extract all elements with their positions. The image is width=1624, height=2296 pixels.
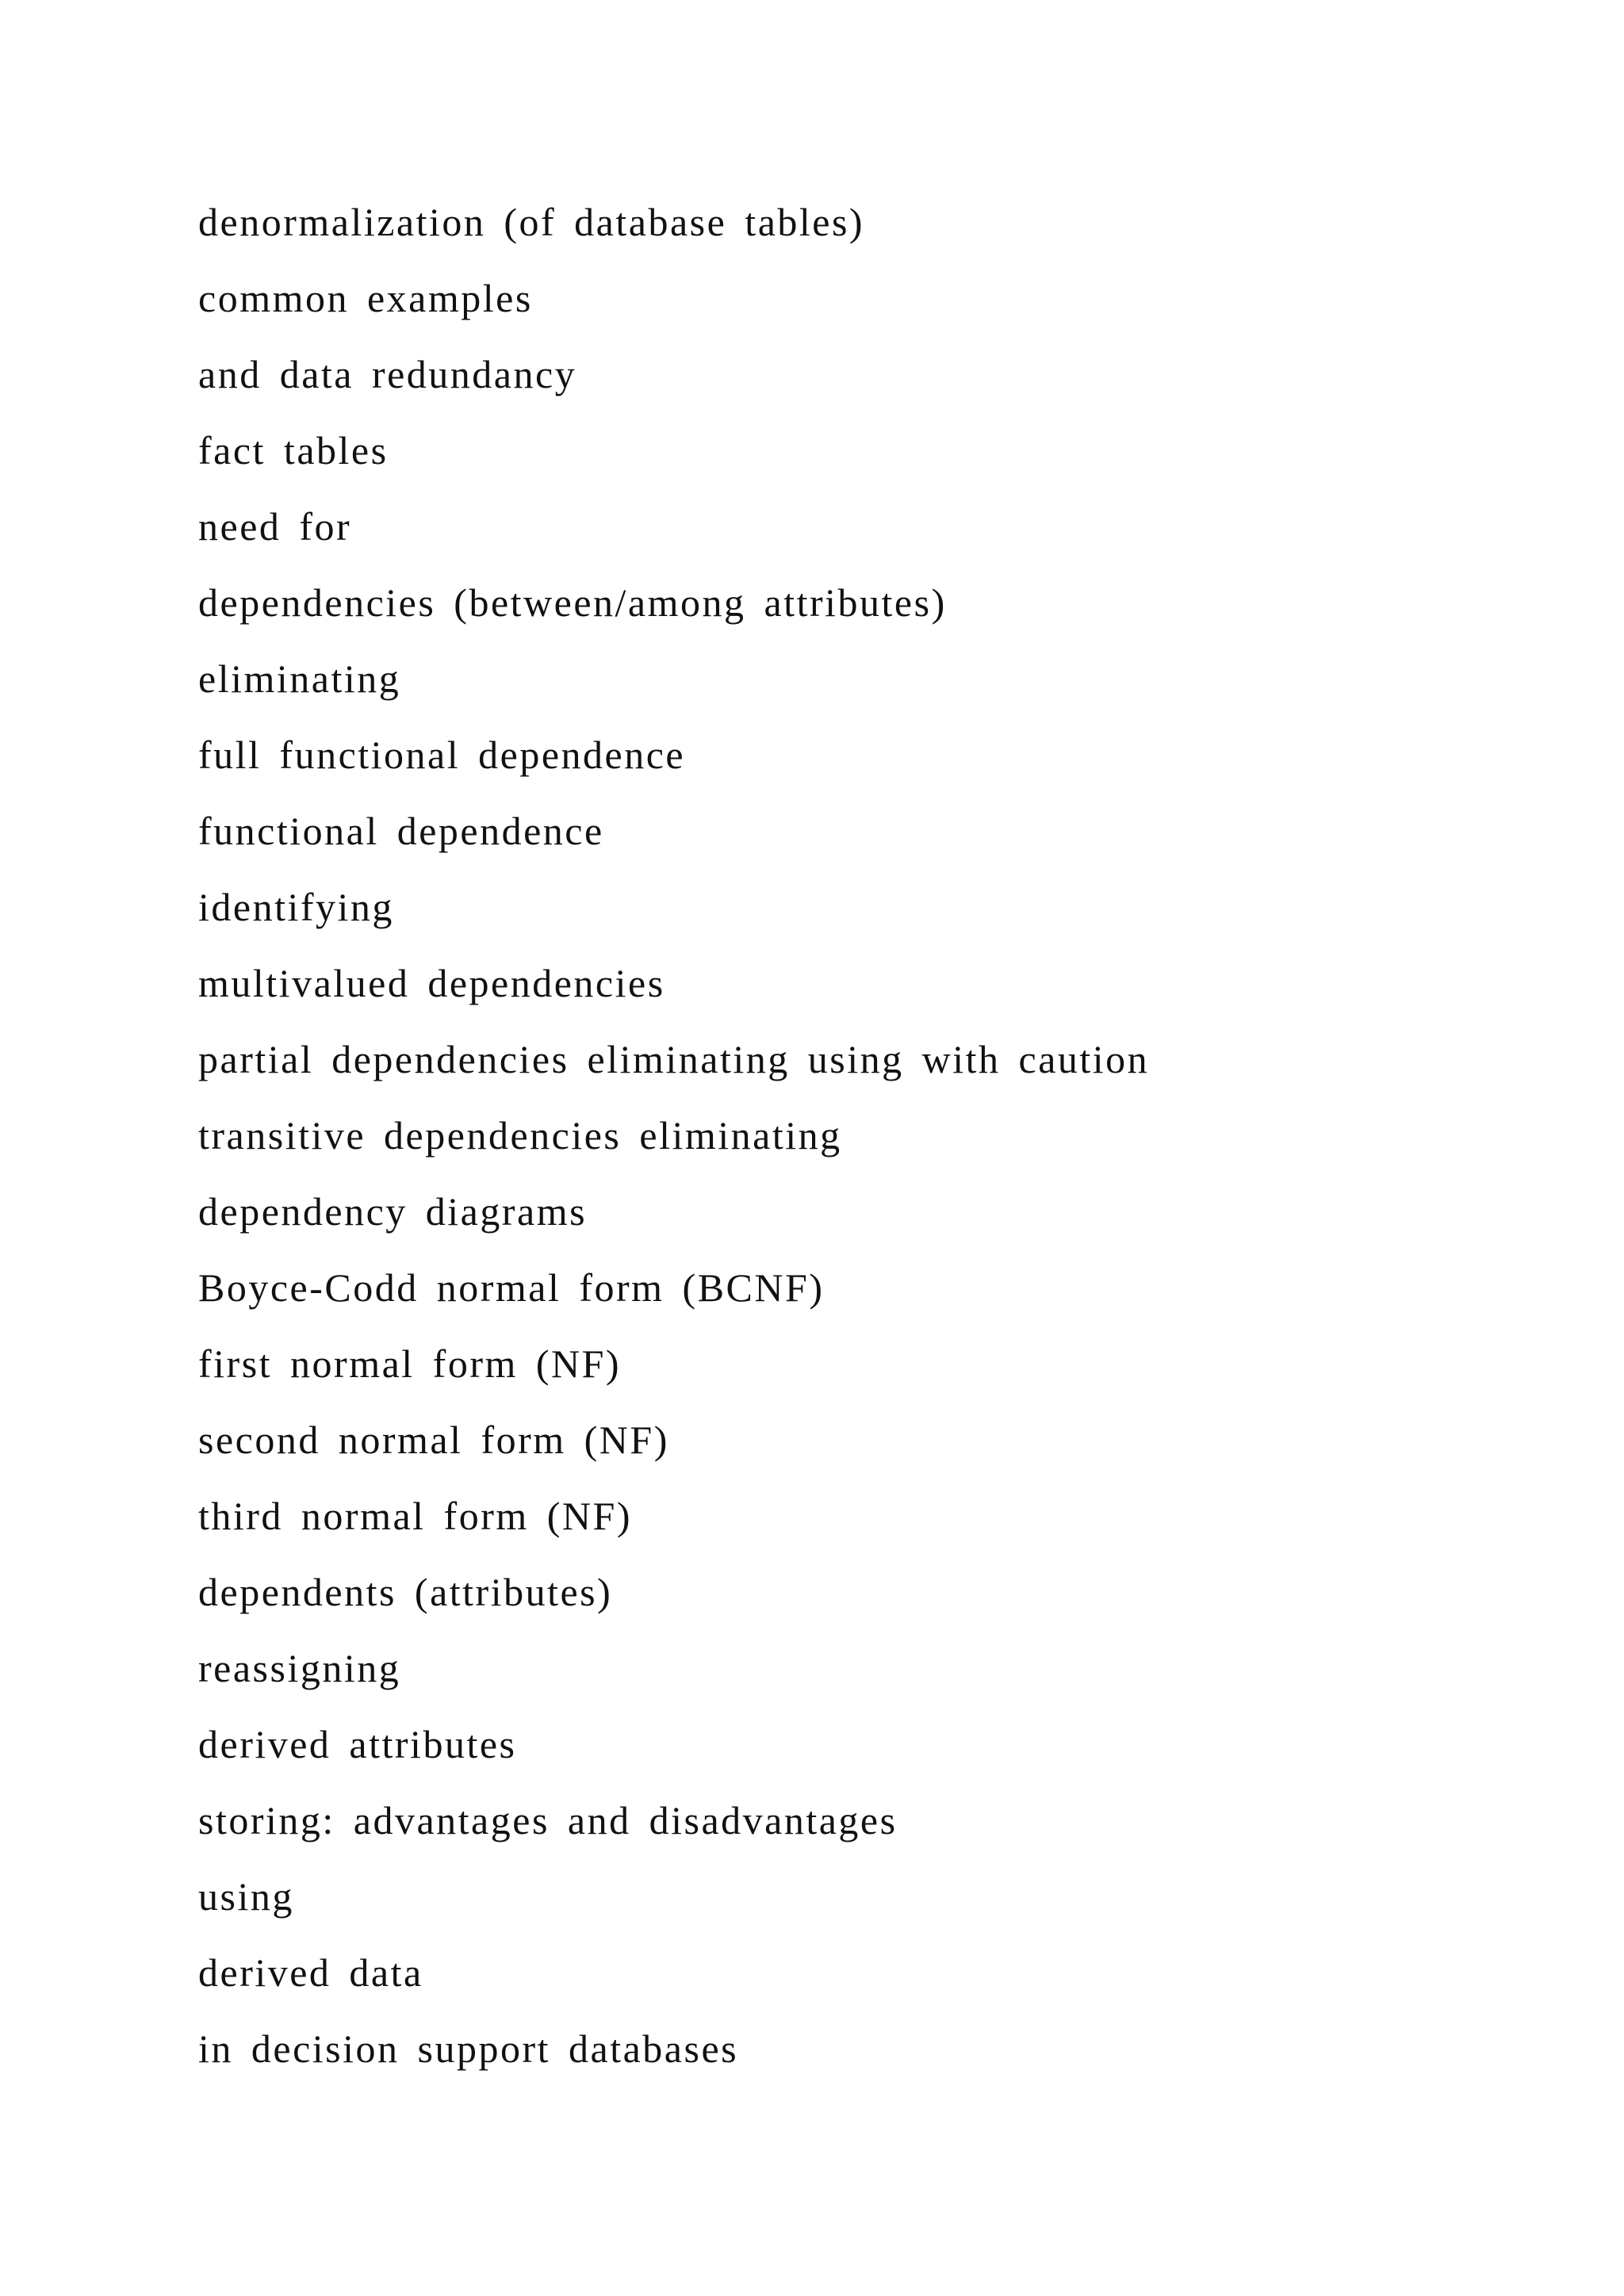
index-entry: and data redundancy — [198, 352, 577, 396]
index-entry: eliminating — [198, 656, 401, 701]
index-entry-list — [198, 193, 1149, 2096]
index-entry: multivalued dependencies — [198, 961, 665, 1005]
index-entry: dependency diagrams — [198, 1189, 588, 1234]
index-entry: third normal form (NF) — [198, 1494, 632, 1538]
index-entry: functional dependence — [198, 809, 604, 853]
index-entry: transitive dependencies eliminating — [198, 1113, 842, 1158]
index-entry: reassigning — [198, 1646, 401, 1690]
index-entry: first normal form (NF) — [198, 1341, 622, 1386]
index-entry: second normal form (NF) — [198, 1418, 669, 1462]
index-entry: denormalization (of database tables) — [198, 200, 865, 244]
index-entry: common examples — [198, 276, 533, 320]
index-entry: derived attributes — [198, 1722, 517, 1766]
index-entry: storing: advantages and disadvantages — [198, 1798, 898, 1843]
index-entry: derived data — [198, 1950, 423, 1995]
index-entry: using — [198, 1874, 294, 1919]
index-entry: dependents (attributes) — [198, 1570, 613, 1614]
index-entry: identifying — [198, 885, 394, 929]
index-entry: fact tables — [198, 428, 389, 473]
index-entry: full functional dependence — [198, 733, 686, 777]
index-entry: need for — [198, 504, 352, 549]
index-entry: partial dependencies eliminating using with caution — [198, 1037, 1150, 1081]
index-entry: dependencies (between/among attributes) — [198, 580, 947, 625]
index-entry: in decision support databases — [198, 2026, 739, 2071]
index-entry: Boyce-Codd normal form (BCNF) — [198, 1265, 825, 1310]
